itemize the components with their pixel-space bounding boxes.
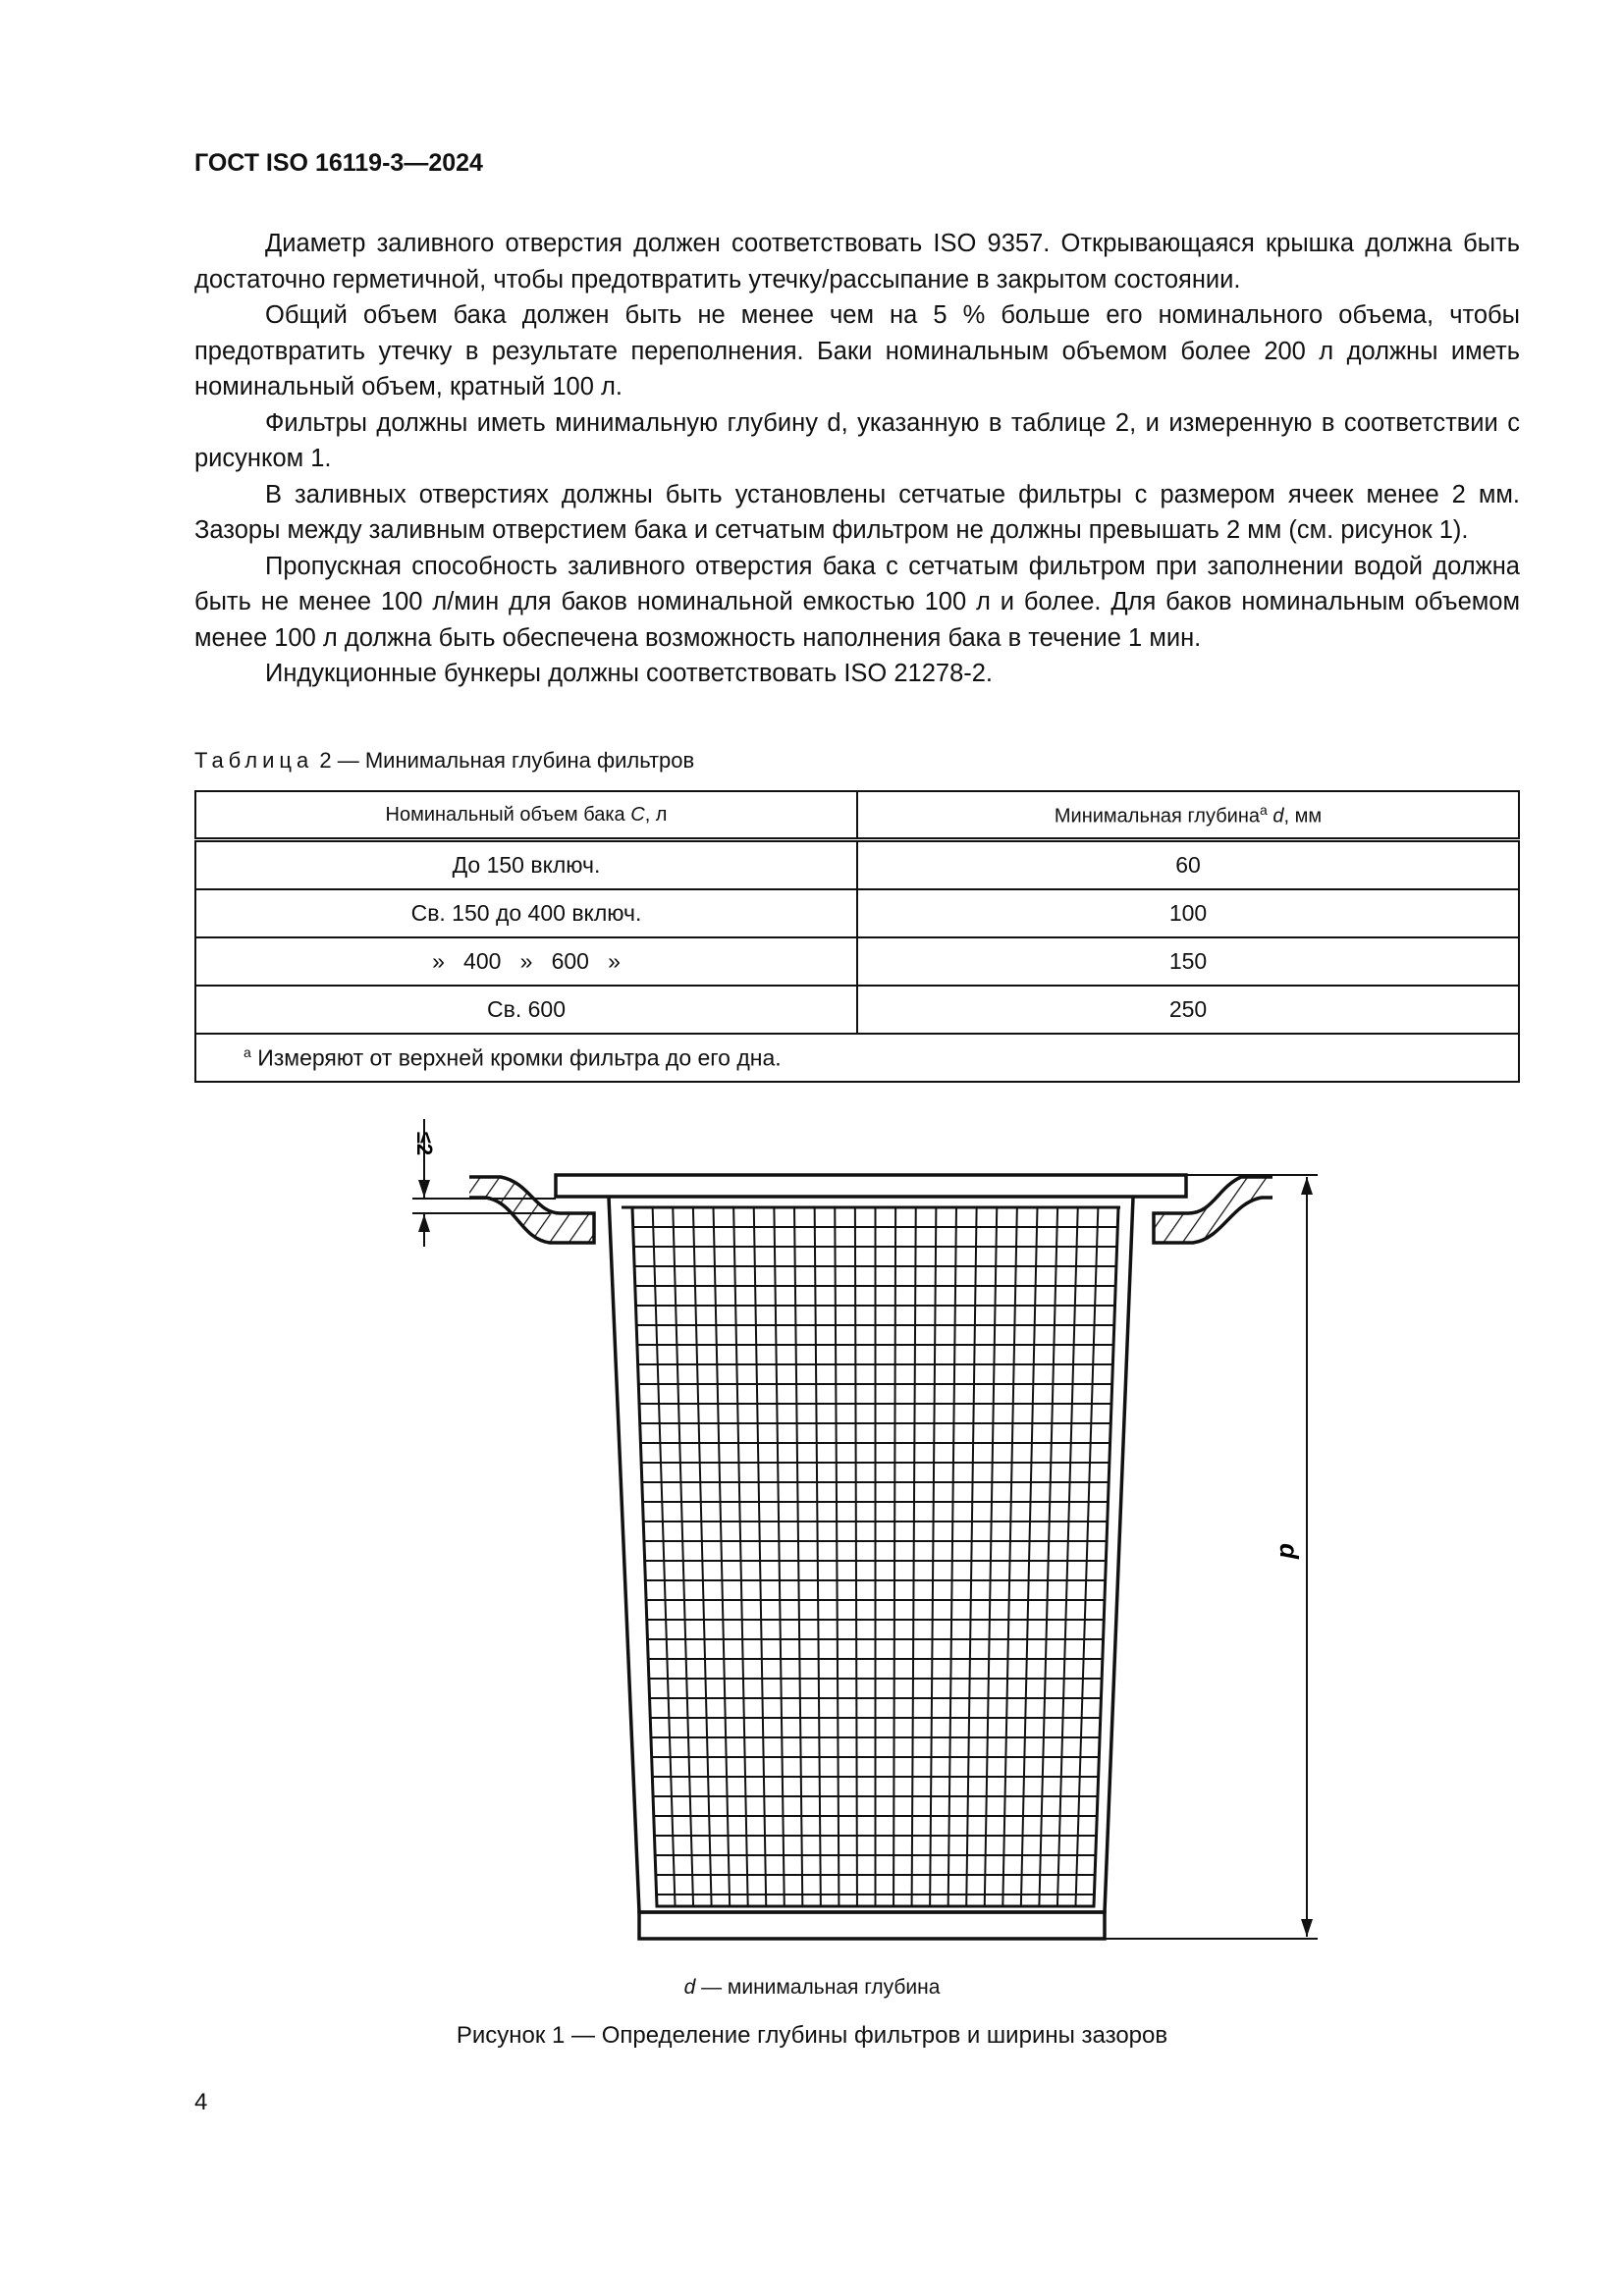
cell: 250 — [857, 986, 1519, 1034]
paragraph: В заливных отверстиях должны быть установлены сетчатые фильтры с размером ячеек менее 2 мм. Зазоры между заливным отверстием бака и сетчатым фильтром не должны превышать 2 мм (см. рисунок 1). — [194, 480, 1520, 544]
mesh-line — [754, 1207, 767, 1906]
filter-flange — [556, 1175, 1186, 1197]
cell: 60 — [857, 840, 1519, 890]
cell: Св. 600 — [195, 986, 857, 1034]
mesh-line — [693, 1207, 712, 1906]
paragraph: Индукционные бункеры должны соответствовать ISO 21278-2. — [265, 660, 994, 687]
mesh-line — [653, 1207, 676, 1906]
cell: Св. 150 до 400 включ. — [195, 889, 857, 937]
paragraph: Диаметр заливного отверстия должен соответствовать ISO 9357. Открывающаяся крышка должна быть достаточно герметичной, чтобы предотвратить утечку/рассыпание в закрытом состоянии. — [194, 230, 1520, 294]
document-header: ГОСТ ISO 16119-3—2024 — [194, 149, 483, 177]
paragraph: Пропускная способность заливного отверстия бака с сетчатым фильтром при заполнении водой должна быть не менее 100 л/мин для баков номинальной емкостью 100 л и более. Для баков номинальным объемом менее 100 л должна быть обеспечена возможность наполнения бака в течение 1 мин. — [194, 552, 1520, 652]
paragraph: Общий объем бака должен быть не менее чем на 5 % больше его номинального объема, чтобы предотвратить утечку в результате переполнения. Баки номинальным объемом более 200 л должны иметь номинальный объем, кратный 100 л. — [194, 301, 1520, 400]
mesh-line — [948, 1207, 956, 1906]
gap-label: ≤2 — [412, 1131, 437, 1156]
filter-bottom — [639, 1912, 1105, 1939]
mesh-line — [985, 1207, 998, 1906]
paragraph: Фильтры должны иметь минимальную глубину d, указанную в таблице 2, и измеренную в соответствии с рисунком 1. — [194, 408, 1520, 472]
tank-wall-left — [469, 1177, 594, 1243]
mesh-line — [714, 1207, 731, 1906]
cell: » 400 » 600 » — [195, 937, 857, 986]
cell: 100 — [857, 889, 1519, 937]
mesh-line — [966, 1207, 976, 1906]
mesh-line — [794, 1207, 802, 1906]
mesh-line — [1057, 1207, 1078, 1906]
mesh-line — [1075, 1207, 1098, 1906]
depth-label: d — [1274, 1543, 1304, 1559]
cell: 150 — [857, 937, 1519, 986]
figure-caption: Рисунок 1 — Определение глубины фильтров и ширины зазоров — [456, 2022, 1168, 2049]
tank-wall-right — [1154, 1177, 1272, 1243]
header-volume: Номинальный объем бака C, л — [195, 791, 857, 840]
page-number: 4 — [194, 2089, 208, 2115]
table-label: Таблица — [194, 748, 314, 773]
cell: До 150 включ. — [195, 840, 857, 890]
mesh-line — [835, 1207, 839, 1906]
mesh-line — [1021, 1207, 1038, 1906]
table-title: 2 — Минимальная глубина фильтров — [319, 748, 695, 773]
mesh-grid — [628, 1207, 1124, 1906]
figure-legend: d — минимальная глубина — [683, 1976, 941, 1999]
mesh-line — [673, 1207, 693, 1906]
mesh-line — [815, 1207, 821, 1906]
mesh-line — [912, 1207, 916, 1906]
mesh-line — [893, 1207, 895, 1906]
mesh-line — [774, 1207, 784, 1906]
mesh-line — [1039, 1207, 1057, 1906]
mesh-line — [1002, 1207, 1017, 1906]
header-depth: Минимальная глубина$^a$ d, мм — [857, 791, 1519, 840]
table-footnote: $^a$ Измеряют от верхней кромки фильтра до его дна. — [195, 1034, 1519, 1082]
mesh-line — [855, 1207, 857, 1906]
mesh-line — [930, 1207, 936, 1906]
mesh-line — [733, 1207, 748, 1906]
